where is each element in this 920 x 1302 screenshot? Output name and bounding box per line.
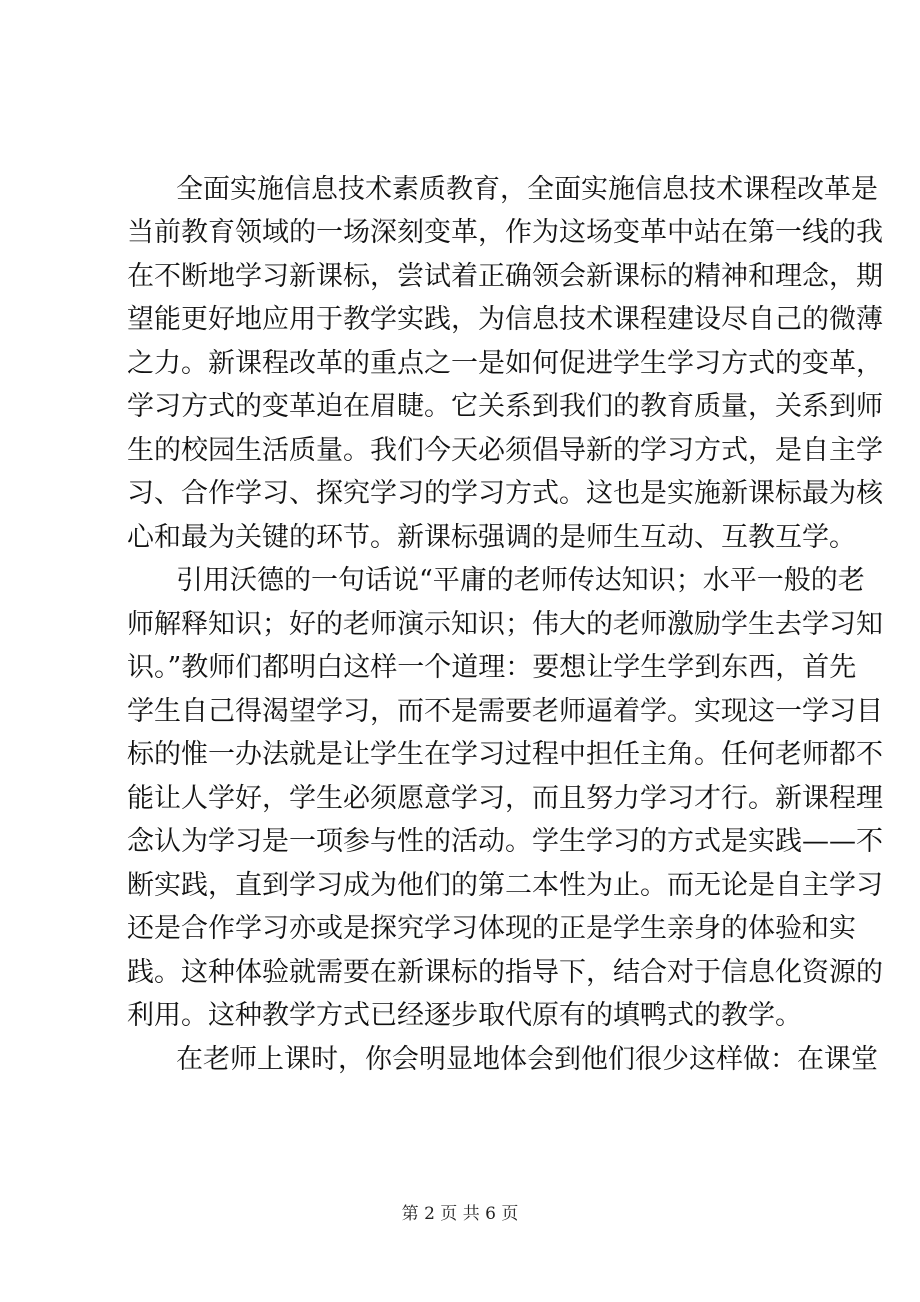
text-line: 心和最为关键的环节。新课标强调的是师生互动、互教互学。	[127, 522, 856, 553]
text-line: 之力。新课程改革的重点之一是如何促进学生学习方式的变革，	[127, 348, 883, 379]
text-line: 生的校园生活质量。我们今天必须倡导新的学习方式，是自主学	[127, 435, 883, 466]
page-number-footer: 第 2 页 共 6 页	[401, 1204, 519, 1224]
text-line: 当前教育领域的一场深刻变革，作为这场变革中站在第一线的我	[127, 217, 883, 248]
text-line: 践。这种体验就需要在新课标的指导下，结合对于信息化资源的	[127, 957, 883, 988]
text-line: 望能更好地应用于教学实践，为信息技术课程建设尽自己的微薄	[127, 304, 883, 335]
text-line: 学生自己得渴望学习，而不是需要老师逼着学。实现这一学习目	[127, 696, 883, 727]
text-line: 学习方式的变革迫在眉睫。它关系到我们的教育质量，关系到师	[127, 391, 883, 422]
text-line: 师解释知识；好的老师演示知识；伟大的老师激励学生去学习知	[127, 609, 883, 640]
text-line: 还是合作学习亦或是探究学习体现的正是学生亲身的体验和实	[127, 913, 856, 944]
text-line: 全面实施信息技术素质教育，全面实施信息技术课程改革是	[176, 174, 878, 205]
text-line: 在不断地学习新课标，尝试着正确领会新课标的精神和理念，期	[127, 261, 883, 292]
text-line: 引用沃德的一句话说“平庸的老师传达知识；水平一般的老	[176, 565, 865, 596]
text-line: 能让人学好，学生必须愿意学习，而且努力学习才行。新课程理	[127, 783, 883, 814]
text-line: 念认为学习是一项参与性的活动。学生学习的方式是实践——不	[127, 826, 883, 857]
text-line: 习、合作学习、探究学习的学习方式。这也是实施新课标最为核	[127, 478, 883, 509]
text-line: 断实践，直到学习成为他们的第二本性为止。而无论是自主学习	[127, 870, 883, 901]
text-line: 标的惟一办法就是让学生在学习过程中担任主角。任何老师都不	[127, 739, 883, 770]
text-line: 利用。这种教学方式已经逐步取代原有的填鸭式的教学。	[127, 1000, 802, 1031]
text-line: 在老师上课时，你会明显地体会到他们很少这样做：在课堂	[176, 1044, 878, 1075]
text-line: 识。”教师们都明白这样一个道理：要想让学生学到东西，首先	[127, 652, 857, 683]
